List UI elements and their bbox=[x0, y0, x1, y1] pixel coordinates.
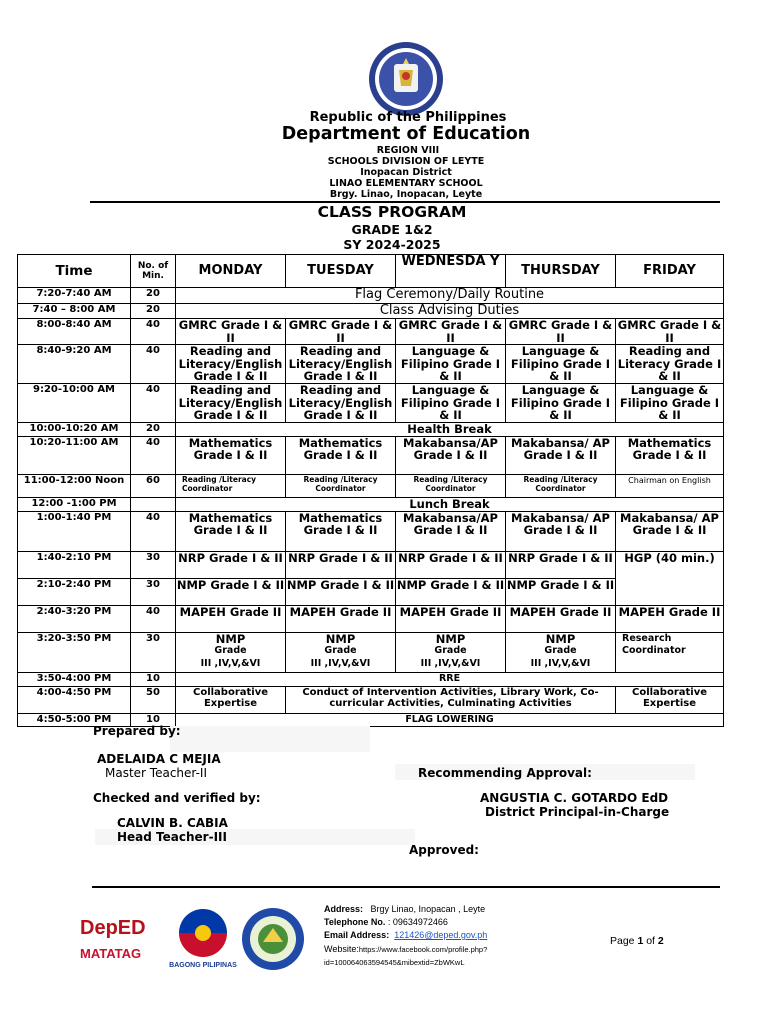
class-program-table bbox=[17, 254, 724, 727]
subject-cell: Makabansa/ AP Grade I & II bbox=[616, 511, 724, 551]
minutes-cell: 40 bbox=[131, 605, 176, 632]
table-row bbox=[18, 345, 724, 384]
subject-cell bbox=[286, 632, 396, 672]
page-total: 2 bbox=[657, 935, 664, 947]
span-cell: Lunch Break bbox=[176, 497, 724, 511]
bagong-pilipinas-label: BAGONG PILIPINAS bbox=[169, 962, 237, 969]
subject-cell: MAPEH Grade II bbox=[396, 605, 506, 632]
address-text: Brgy. Linao, Inopacan, Leyte bbox=[329, 189, 483, 200]
table-row bbox=[18, 672, 724, 686]
time-cell: 9:20-10:00 AM bbox=[18, 384, 131, 423]
nmp-label: NMP bbox=[325, 632, 356, 646]
subject-cell: Language & Filipino Grade I & II bbox=[616, 384, 724, 423]
subject-cell: Language & Filipino Grade I & II bbox=[506, 345, 616, 384]
subject-cell: Makabansa/ AP Grade I & II bbox=[506, 511, 616, 551]
subject-cell: Mathematics Grade I & II bbox=[286, 511, 396, 551]
checked-label: Checked and verified by: bbox=[93, 791, 261, 805]
email-line bbox=[324, 930, 487, 940]
subject-cell: Mathematics Grade I & II bbox=[176, 511, 286, 551]
subject-cell: NRP Grade I & II bbox=[396, 551, 506, 578]
region-text: REGION VIII bbox=[376, 145, 440, 156]
minutes-cell: 20 bbox=[131, 423, 176, 437]
subject-cell: Chairman on English bbox=[616, 474, 724, 497]
recommending-name: ANGUSTIA C. GOTARDO EdD bbox=[480, 791, 669, 805]
school-text: LINAO ELEMENTARY SCHOOL bbox=[329, 178, 483, 189]
minutes-cell: 10 bbox=[131, 713, 176, 727]
time-header: Time bbox=[18, 255, 131, 288]
minutes-cell: 20 bbox=[131, 288, 176, 304]
time-cell: 12:00 -1:00 PM bbox=[18, 497, 131, 511]
footer-divider bbox=[92, 886, 720, 888]
email-label: Email Address: bbox=[324, 930, 390, 940]
republic-text: Republic of the Philippines bbox=[309, 110, 507, 125]
subject-cell: NRP Grade I & II bbox=[506, 551, 616, 578]
time-cell: 2:10-2:40 PM bbox=[18, 578, 131, 605]
subject-cell: Makabansa/AP Grade I & II bbox=[396, 511, 506, 551]
subject-cell: Language & Filipino Grade I & II bbox=[396, 345, 506, 384]
subject-cell: NMP Grade I & II bbox=[286, 578, 396, 605]
prepared-title: Master Teacher-II bbox=[105, 766, 207, 780]
subject-cell: GMRC Grade I & II bbox=[506, 319, 616, 345]
subject-cell: Mathematics Grade I & II bbox=[286, 436, 396, 474]
time-cell: 10:20-11:00 AM bbox=[18, 436, 131, 474]
minutes-cell: 30 bbox=[131, 551, 176, 578]
minutes-cell: 40 bbox=[131, 436, 176, 474]
span-cell: Class Advising Duties bbox=[176, 304, 724, 319]
grade-title: GRADE 1&2 bbox=[351, 222, 433, 237]
subject-cell: Collaborative Expertise bbox=[616, 686, 724, 713]
school-seal-icon bbox=[240, 906, 306, 972]
minutes-cell: 40 bbox=[131, 384, 176, 423]
time-cell: 4:50-5:00 PM bbox=[18, 713, 131, 727]
subject-cell: HGP (40 min.) bbox=[616, 551, 724, 605]
nmp-label: NMP bbox=[435, 632, 466, 646]
grade-label: Grade bbox=[214, 645, 247, 656]
minutes-cell: 10 bbox=[131, 672, 176, 686]
department-text: Department of Education bbox=[281, 124, 531, 144]
subject-cell: Makabansa/ AP Grade I & II bbox=[506, 436, 616, 474]
subject-cell: Reading and Literacy/English Grade I & II bbox=[286, 345, 396, 384]
grade-label: Grade bbox=[434, 645, 467, 656]
subject-cell: Language & Filipino Grade I & II bbox=[396, 384, 506, 423]
subject-cell: NMP Grade I & II bbox=[396, 578, 506, 605]
checked-name: CALVIN B. CABIA bbox=[117, 816, 228, 830]
deped-seal-icon bbox=[367, 40, 445, 118]
table-row bbox=[18, 686, 724, 713]
day-header-monday: MONDAY bbox=[176, 255, 286, 288]
levels-label: III ,IV,V,&VI bbox=[420, 657, 481, 669]
table-row bbox=[18, 551, 724, 578]
checked-title: Head Teacher-III bbox=[117, 830, 227, 844]
table-row bbox=[18, 511, 724, 551]
subject-cell: NMP Grade I & II bbox=[176, 578, 286, 605]
subject-cell: Language & Filipino Grade I & II bbox=[506, 384, 616, 423]
time-cell: 8:40-9:20 AM bbox=[18, 345, 131, 384]
subject-cell: NRP Grade I & II bbox=[286, 551, 396, 578]
subject-cell: Reading /Literacy Coordinator bbox=[506, 474, 616, 497]
subject-cell: MAPEH Grade II bbox=[616, 605, 724, 632]
levels-label: III ,IV,V,&VI bbox=[200, 657, 261, 669]
subject-cell: GMRC Grade I & II bbox=[176, 319, 286, 345]
minutes-cell: 60 bbox=[131, 474, 176, 497]
address-value: Brgy Linao, Inopacan , Leyte bbox=[370, 904, 486, 914]
school-year-title: SY 2024-2025 bbox=[343, 237, 441, 252]
page-of: of bbox=[646, 935, 655, 947]
bagong-pilipinas-icon bbox=[168, 906, 238, 964]
minutes-cell: 40 bbox=[131, 511, 176, 551]
website-label: Website: bbox=[324, 944, 359, 954]
nmp-label: NMP bbox=[545, 632, 576, 646]
time-cell: 7:20-7:40 AM bbox=[18, 288, 131, 304]
table-header-row bbox=[18, 255, 724, 288]
subject-cell: Reading /Literacy Coordinator bbox=[396, 474, 506, 497]
subject-cell: MAPEH Grade II bbox=[176, 605, 286, 632]
span-cell: RRE bbox=[176, 672, 724, 686]
table-row bbox=[18, 497, 724, 511]
subject-cell: MAPEH Grade II bbox=[286, 605, 396, 632]
subject-cell: Collaborative Expertise bbox=[176, 686, 286, 713]
day-header-tuesday: TUESDAY bbox=[286, 255, 396, 288]
telephone-line bbox=[324, 917, 448, 927]
address-label: Address: bbox=[324, 904, 364, 914]
approved-label: Approved: bbox=[409, 843, 479, 857]
subject-cell: Reading /Literacy Coordinator bbox=[286, 474, 396, 497]
subject-cell: Conduct of Intervention Activities, Library Work, Co-curricular Activities, Culminating Activities bbox=[286, 686, 616, 713]
levels-label: III ,IV,V,&VI bbox=[530, 657, 591, 669]
time-cell: 10:00-10:20 AM bbox=[18, 423, 131, 437]
table-row bbox=[18, 319, 724, 345]
nmp-label: NMP bbox=[215, 632, 246, 646]
grade-label: Grade bbox=[544, 645, 577, 656]
minutes-cell: 50 bbox=[131, 686, 176, 713]
telephone-label: Telephone No. bbox=[324, 917, 386, 927]
recommending-label: Recommending Approval: bbox=[418, 766, 592, 780]
minutes-cell: 20 bbox=[131, 304, 176, 319]
subject-cell: Reading /Literacy Coordinator bbox=[176, 474, 286, 497]
minutes-header: No. of Min. bbox=[131, 255, 176, 288]
time-cell: 11:00-12:00 Noon bbox=[18, 474, 131, 497]
class-program-title: CLASS PROGRAM bbox=[317, 203, 467, 221]
minutes-cell: 30 bbox=[131, 578, 176, 605]
telephone-value: : 09634972466 bbox=[387, 917, 448, 927]
page-number bbox=[610, 935, 664, 947]
time-cell: 8:00-8:40 AM bbox=[18, 319, 131, 345]
span-cell: Health Break bbox=[176, 423, 724, 437]
address-line bbox=[324, 904, 485, 914]
time-cell: 1:00-1:40 PM bbox=[18, 511, 131, 551]
levels-label: III ,IV,V,&VI bbox=[310, 657, 371, 669]
subject-cell: NRP Grade I & II bbox=[176, 551, 286, 578]
minutes-cell: 40 bbox=[131, 319, 176, 345]
table-row bbox=[18, 632, 724, 672]
website-link[interactable]: https://www.facebook.com/profile.php? bbox=[358, 945, 488, 954]
subject-cell: Mathematics Grade I & II bbox=[176, 436, 286, 474]
subject-cell: Research Coordinator bbox=[616, 632, 724, 672]
table-row bbox=[18, 423, 724, 437]
table-row bbox=[18, 384, 724, 423]
table-row bbox=[18, 288, 724, 304]
minutes-cell: 40 bbox=[131, 345, 176, 384]
subject-cell bbox=[506, 632, 616, 672]
district-text: Inopacan District bbox=[360, 167, 452, 178]
minutes-cell: 30 bbox=[131, 632, 176, 672]
span-cell: FLAG LOWERING bbox=[176, 713, 724, 727]
subject-cell: Makabansa/AP Grade I & II bbox=[396, 436, 506, 474]
division-text: SCHOOLS DIVISION OF LEYTE bbox=[327, 156, 485, 167]
table-row bbox=[18, 304, 724, 319]
subject-cell: Mathematics Grade I & II bbox=[616, 436, 724, 474]
subject-cell: Reading and Literacy/English Grade I & II bbox=[286, 384, 396, 423]
day-header-wednesday: WEDNESDA Y bbox=[396, 255, 506, 288]
subject-cell: GMRC Grade I & II bbox=[286, 319, 396, 345]
subject-cell: Reading and Literacy Grade I & II bbox=[616, 345, 724, 384]
time-cell: 7:40 – 8:00 AM bbox=[18, 304, 131, 319]
subject-cell: Reading and Literacy/English Grade I & II bbox=[176, 384, 286, 423]
subject-cell bbox=[176, 632, 286, 672]
day-header-thursday: THURSDAY bbox=[506, 255, 616, 288]
subject-cell: MAPEH Grade II bbox=[506, 605, 616, 632]
span-cell: Flag Ceremony/Daily Routine bbox=[176, 288, 724, 304]
subject-cell: GMRC Grade I & II bbox=[616, 319, 724, 345]
table-row bbox=[18, 605, 724, 632]
prepared-name: ADELAIDA C MEJIA bbox=[97, 752, 221, 766]
grade-label: Grade bbox=[324, 645, 357, 656]
website-line bbox=[324, 944, 487, 954]
subject-cell: GMRC Grade I & II bbox=[396, 319, 506, 345]
subject-cell: NMP Grade I & II bbox=[506, 578, 616, 605]
table-row bbox=[18, 436, 724, 474]
website-id: id=100064063594545&mibextid=ZbWKwL bbox=[324, 958, 465, 967]
shade-block bbox=[170, 726, 370, 752]
time-cell: 3:20-3:50 PM bbox=[18, 632, 131, 672]
subject-cell: Reading and Literacy/English Grade I & II bbox=[176, 345, 286, 384]
deped-logo: DepED bbox=[80, 917, 146, 939]
prepared-by-label: Prepared by: bbox=[93, 724, 181, 738]
minutes-cell bbox=[131, 497, 176, 511]
time-cell: 2:40-3:20 PM bbox=[18, 605, 131, 632]
matatag-logo: MATATAG bbox=[80, 946, 142, 961]
time-cell: 3:50-4:00 PM bbox=[18, 672, 131, 686]
time-cell: 4:00-4:50 PM bbox=[18, 686, 131, 713]
day-header-friday: FRIDAY bbox=[616, 255, 724, 288]
email-link[interactable]: 121426@deped.gov.ph bbox=[394, 930, 488, 940]
time-cell: 1:40-2:10 PM bbox=[18, 551, 131, 578]
recommending-title: District Principal-in-Charge bbox=[485, 805, 670, 819]
page-current: 1 bbox=[637, 935, 644, 947]
subject-cell bbox=[396, 632, 506, 672]
table-row bbox=[18, 474, 724, 497]
page-label: Page bbox=[610, 935, 635, 947]
